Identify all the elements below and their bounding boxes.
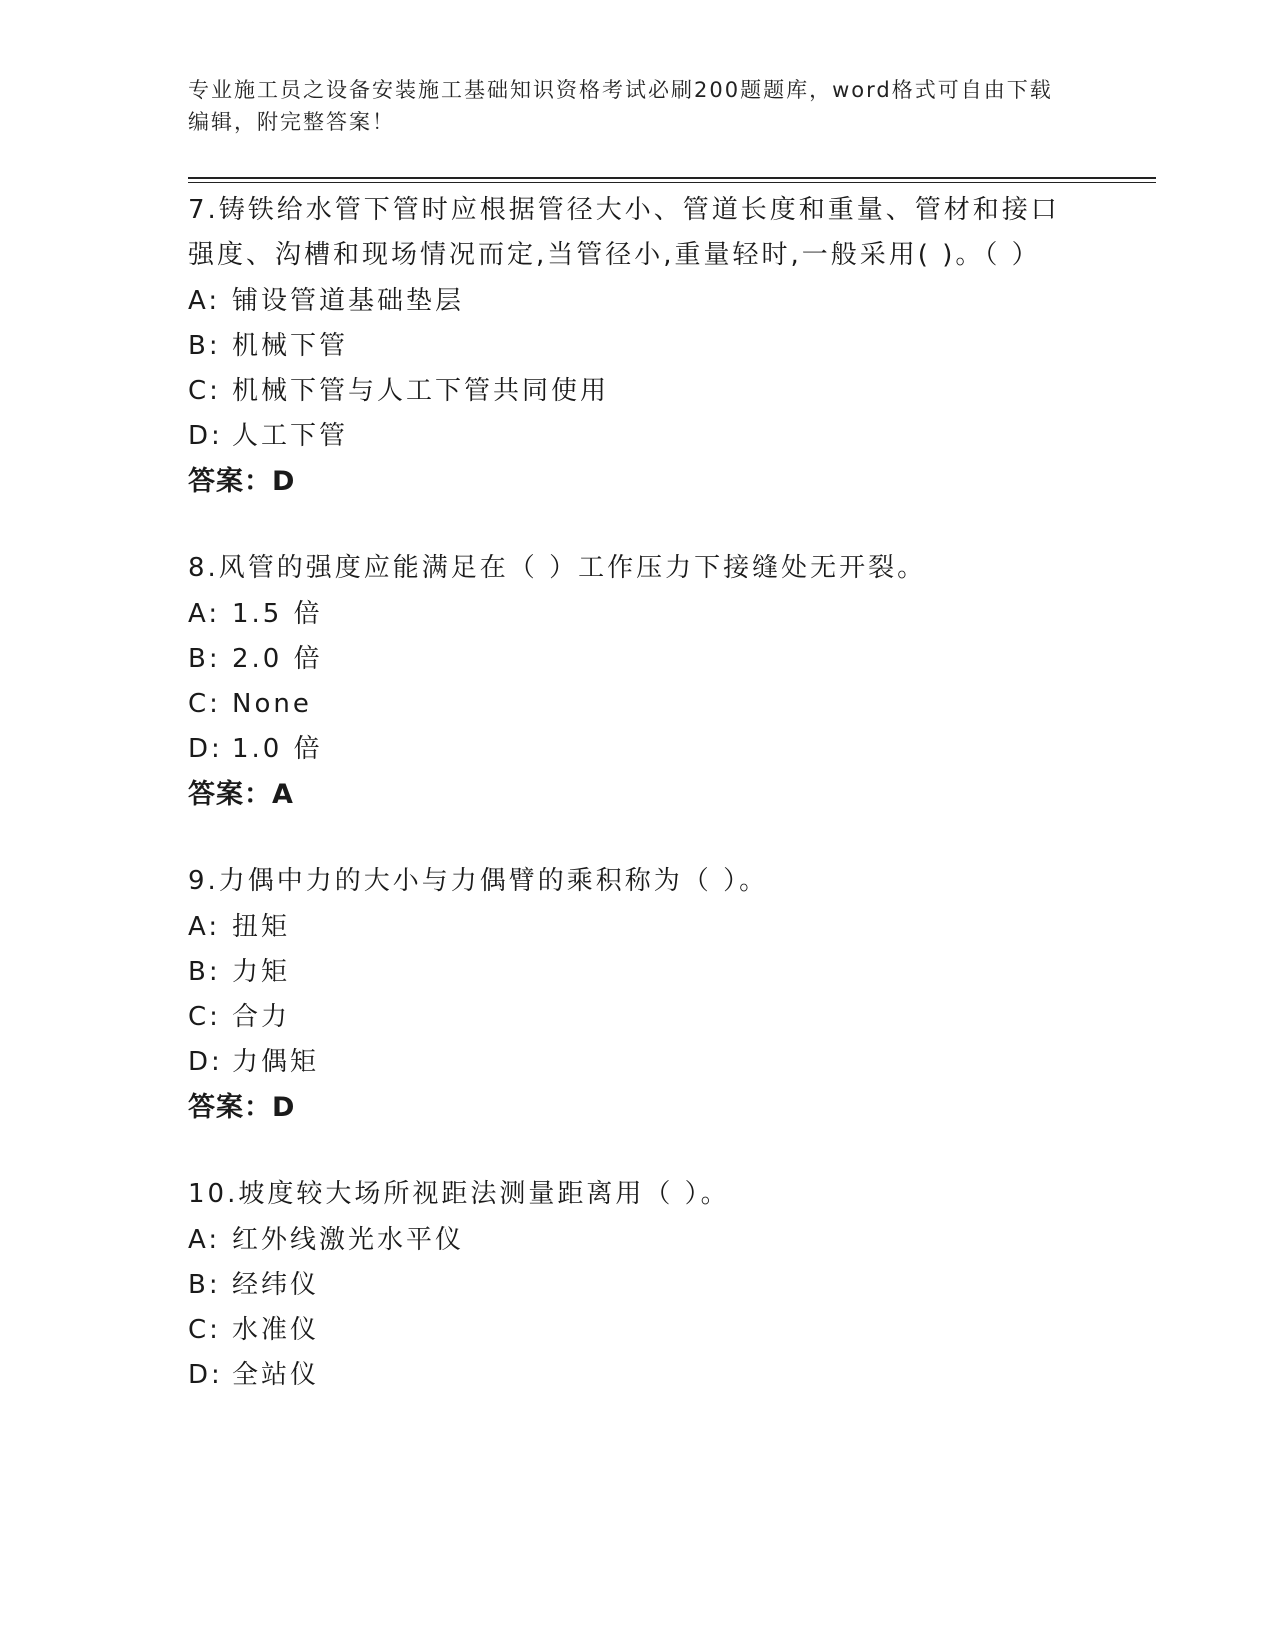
option-key: C: [188,1002,221,1032]
option-b [188,637,1068,682]
option-d [188,1353,1068,1398]
option-text: 1.5 倍 [232,599,323,629]
option-d [188,414,1068,459]
question-list [188,188,1068,1440]
question-stem: 10.坡度较大场所视距法测量距离用（ ）。 [188,1179,730,1209]
answer-line: 答案：D [188,1092,296,1123]
option-text: 机械下管与人工下管共同使用 [232,376,610,406]
question-stem: 9.力偶中力的大小与力偶臂的乘积称为（ ）。 [188,866,769,896]
option-text: 铺设管道基础垫层 [232,286,465,316]
question-item [188,1172,1068,1398]
question-item [188,859,1068,1130]
option-key: B: [188,644,221,674]
option-text: 合力 [232,1002,291,1032]
option-key: D: [188,734,223,764]
option-b [188,1263,1068,1308]
option-text: 2.0 倍 [232,644,323,674]
option-text: 红外线激光水平仪 [232,1225,465,1255]
option-key: C: [188,1315,221,1345]
option-text: 人工下管 [232,421,349,451]
option-key: D: [188,421,223,451]
option-key: A: [188,1225,221,1255]
document-header: 专业施工员之设备安装施工基础知识资格考试必刷200题题库，word格式可自由下载编辑，附完整答案！ [188,78,1053,134]
option-key: A: [188,286,221,316]
option-a [188,905,1068,950]
option-text: 经纬仪 [232,1270,320,1300]
option-key: B: [188,331,221,361]
option-text: None [232,689,312,719]
option-key: C: [188,376,221,406]
question-stem: 7.铸铁给水管下管时应根据管径大小、管道长度和重量、管材和接口强度、沟槽和现场情况而定,当管径小,重量轻时,一般采用( )。（ ） [188,195,1060,270]
option-text: 力矩 [232,957,291,987]
question-item [188,546,1068,817]
option-text: 机械下管 [232,331,349,361]
answer-line: 答案：D [188,466,296,497]
option-key: A: [188,912,221,942]
option-text: 扭矩 [232,912,291,942]
option-text: 1.0 倍 [232,734,323,764]
header-divider-thin [188,182,1156,183]
option-key: C: [188,689,221,719]
question-item [188,188,1068,504]
question-stem: 8.风管的强度应能满足在（ ）工作压力下接缝处无开裂。 [188,553,927,583]
option-a [188,279,1068,324]
option-key: A: [188,599,221,629]
answer-line: 答案：A [188,779,294,810]
option-key: D: [188,1047,223,1077]
option-text: 力偶矩 [232,1047,320,1077]
option-a [188,592,1068,637]
option-d [188,1040,1068,1085]
option-c [188,369,1068,414]
option-key: B: [188,957,221,987]
option-key: D: [188,1360,223,1390]
option-text: 全站仪 [232,1360,320,1390]
option-c [188,682,1068,727]
option-c [188,1308,1068,1353]
header-divider-thick [188,177,1156,179]
option-d [188,727,1068,772]
option-a [188,1218,1068,1263]
option-c [188,995,1068,1040]
option-key: B: [188,1270,221,1300]
option-text: 水准仪 [232,1315,320,1345]
option-b [188,324,1068,369]
option-b [188,950,1068,995]
